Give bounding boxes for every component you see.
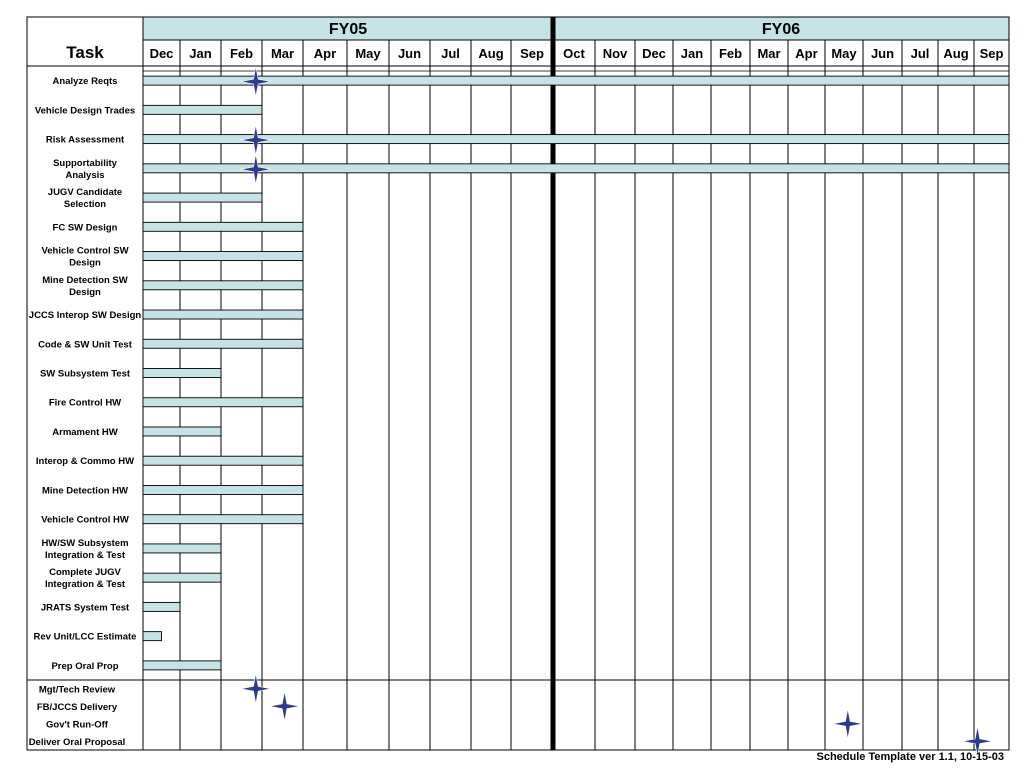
- month-label: Mar: [757, 46, 781, 61]
- month-label: May: [355, 46, 381, 61]
- month-label: Feb: [718, 46, 743, 61]
- task-label: Code & SW Unit Test: [38, 339, 132, 351]
- task-column-header: Task: [66, 43, 104, 62]
- grid-outline: [27, 17, 1009, 750]
- milestone-star-icon: [270, 691, 300, 721]
- task-label: Design: [69, 257, 101, 269]
- task-label: SW Subsystem Test: [39, 368, 131, 380]
- milestone-star-icon: [241, 125, 271, 155]
- task-label: Prep Oral Prop: [51, 660, 119, 672]
- month-label: Dec: [642, 46, 666, 61]
- task-label: Analysis: [65, 169, 105, 181]
- milestone-star-icon: [241, 674, 271, 704]
- task-bar: [143, 252, 303, 261]
- month-label: Apr: [313, 46, 337, 61]
- task-label: Design: [69, 286, 101, 298]
- month-label: May: [831, 46, 857, 61]
- task-label: JRATS System Test: [40, 602, 130, 614]
- task-label: Selection: [63, 199, 107, 211]
- task-bar: [143, 369, 221, 378]
- task-bar: [143, 281, 303, 290]
- task-label: FC SW Design: [52, 222, 118, 234]
- task-label: Risk Assessment: [45, 134, 125, 146]
- milestone-label: FB/JCCS Delivery: [36, 701, 118, 713]
- task-bar: [143, 193, 262, 202]
- task-label: Complete JUGV: [49, 567, 121, 579]
- month-label: Dec: [149, 46, 174, 61]
- task-label: HW/SW Subsystem: [41, 537, 129, 549]
- task-bar: [143, 105, 262, 114]
- month-label: Jun: [870, 46, 895, 61]
- task-bar: [143, 339, 303, 348]
- task-label: Fire Control HW: [48, 397, 122, 409]
- milestone-star-icon: [833, 709, 863, 739]
- task-bar: [143, 573, 221, 582]
- milestone-label: Mgt/Tech Review: [38, 684, 116, 696]
- month-label: Apr: [795, 46, 818, 61]
- task-label: Integration & Test: [44, 549, 126, 561]
- month-label: Sep: [979, 46, 1004, 61]
- month-label: Jul: [910, 46, 930, 61]
- month-label: Aug: [478, 46, 504, 61]
- task-bar: [143, 76, 1009, 85]
- task-label: Mine Detection HW: [41, 485, 129, 497]
- month-label: Oct: [563, 46, 585, 61]
- task-bar: [143, 485, 303, 494]
- task-label: JUGV Candidate: [47, 187, 123, 199]
- task-label: Analyze Reqts: [52, 76, 118, 88]
- task-bar: [143, 632, 162, 641]
- task-bar: [143, 398, 303, 407]
- fiscal-year-label: FY06: [761, 21, 801, 38]
- month-label: Sep: [520, 46, 544, 61]
- month-label: Jan: [680, 46, 704, 61]
- month-label: Jul: [441, 46, 460, 61]
- task-label: Vehicle Control HW: [41, 514, 129, 526]
- milestone-label: Deliver Oral Proposal: [28, 736, 126, 748]
- task-label: Vehicle Design Trades: [34, 105, 136, 117]
- task-bar: [143, 164, 1009, 173]
- task-label: Supportability: [53, 157, 117, 169]
- task-label: Vehicle Control SW: [41, 245, 129, 257]
- month-label: Aug: [943, 46, 969, 61]
- task-bar: [143, 427, 221, 436]
- month-label: Feb: [229, 46, 254, 61]
- month-label: Jun: [397, 46, 422, 61]
- task-bar: [143, 661, 221, 670]
- task-bar: [143, 456, 303, 465]
- month-label: Nov: [602, 46, 628, 61]
- task-bar: [143, 135, 1009, 144]
- task-bar: [143, 544, 221, 553]
- task-label: Armament HW: [52, 426, 118, 438]
- task-label: Mine Detection SW: [42, 274, 128, 286]
- task-label: Integration & Test: [44, 579, 126, 591]
- task-label: JCCS Interop SW Design: [28, 310, 142, 322]
- task-bar: [143, 602, 180, 611]
- task-bar: [143, 515, 303, 524]
- month-label: Mar: [270, 46, 295, 61]
- template-version-footer: Schedule Template ver 1.1, 10-15-03: [816, 751, 1004, 763]
- task-bar: [143, 310, 303, 319]
- milestone-star-icon: [241, 154, 271, 184]
- milestone-label: Gov't Run-Off: [46, 719, 108, 731]
- month-label: Jan: [189, 46, 212, 61]
- fiscal-year-label: FY05: [328, 21, 368, 38]
- task-bar: [143, 222, 303, 231]
- task-label: Interop & Commo HW: [35, 456, 135, 468]
- task-label: Rev Unit/LCC Estimate: [33, 631, 137, 643]
